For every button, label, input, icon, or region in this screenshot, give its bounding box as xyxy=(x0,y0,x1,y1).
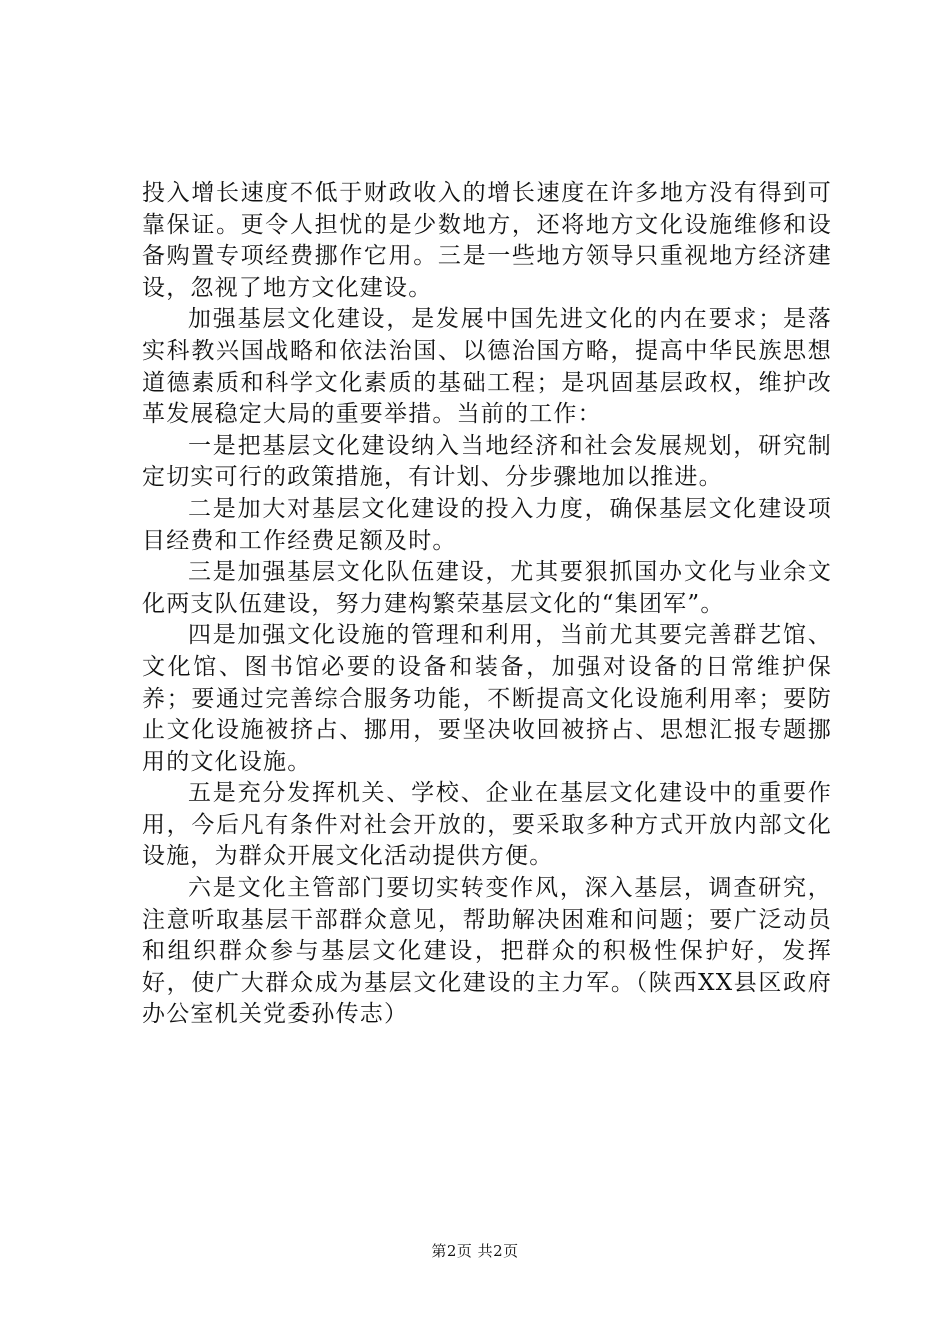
document-body xyxy=(142,178,832,1031)
paragraph-item-two: 二是加大对基层文化建设的投入力度，确保基层文化建设项目经费和工作经费足额及时。 xyxy=(142,495,832,554)
page-number-footer: 第2页 共2页 xyxy=(431,1242,519,1260)
paragraph-item-six: 六是文化主管部门要切实转变作风，深入基层，调查研究，注意听取基层干部群众意见，帮助解决困难和问题；要广泛动员和组织群众参与基层文化建设，把群众的积极性保护好，发挥好，使广大群众成为基层文化建设的主力军。（陕西XX县区政府办公室机关党委孙传志） xyxy=(142,875,832,1028)
paragraph-item-five: 五是充分发挥机关、学校、企业在基层文化建设中的重要作用，今后凡有条件对社会开放的，要采取多种方式开放内部文化设施，为群众开展文化活动提供方便。 xyxy=(142,780,832,870)
paragraph-continuation: 投入增长速度不低于财政收入的增长速度在许多地方没有得到可靠保证。更令人担忧的是少数地方，还将地方文化设施维修和设备购置专项经费挪作它用。三是一些地方领导只重视地方经济建设，忽视了地方文化建设。 xyxy=(142,180,832,301)
paragraph-item-one: 一是把基层文化建设纳入当地经济和社会发展规划，研究制定切实可行的政策措施，有计划、分步骤地加以推进。 xyxy=(142,432,832,491)
paragraph-item-four: 四是加强文化设施的管理和利用，当前尤其要完善群艺馆、文化馆、图书馆必要的设备和装备，加强对设备的日常维护保养；要通过完善综合服务功能，不断提高文化设施利用率；要防止文化设施被挤占、挪用，要坚决收回被挤占、思想汇报专题挪用的文化设施。 xyxy=(142,622,832,775)
paragraph-significance: 加强基层文化建设，是发展中国先进文化的内在要求；是落实科教兴国战略和依法治国、以德治国方略，提高中华民族思想道德素质和科学文化素质的基础工程；是巩固基层政权，维护改革发展稳定大局的重要举措。当前的工作： xyxy=(142,306,832,428)
paragraph-item-three: 三是加强基层文化队伍建设，尤其要狠抓国办文化与业余文化两支队伍建设，努力建构繁荣基层文化的“集团军”。 xyxy=(142,559,832,617)
